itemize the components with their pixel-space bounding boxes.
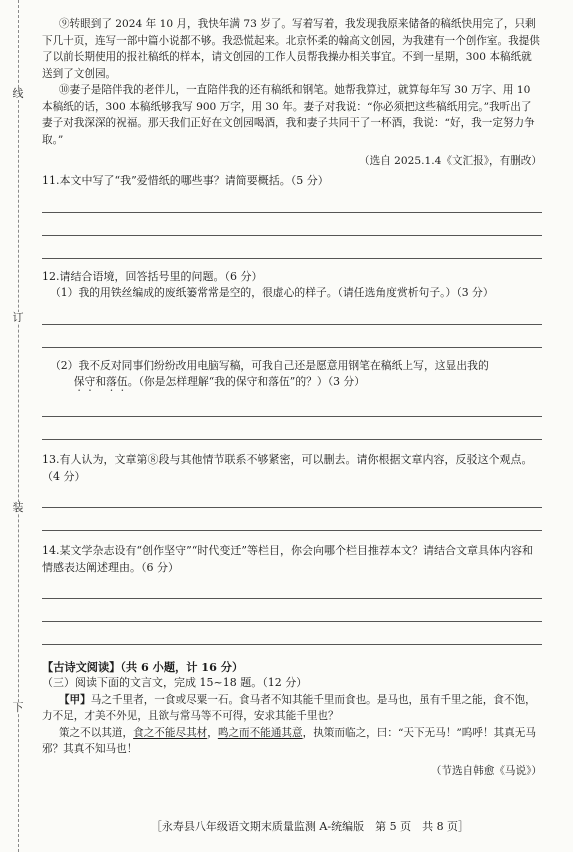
question-12-text: 12.请结合语境，回答括号里的问题。（6 分） (42, 269, 263, 283)
margin-label-staple: 装 (8, 502, 28, 514)
passage-source: （选自 2025.1.4《文汇报》，有删改） (359, 155, 542, 167)
classical-source: （节选自韩愈《马说》） (430, 764, 542, 777)
question-14-text: 14.某文学杂志设有“创作坚守”“时代变迁”等栏目，你会向哪个栏目推荐本文？请结合文章具体内容和情感表达阐述理由。（6 分） (42, 544, 533, 574)
answer-line[interactable] (42, 598, 542, 599)
jia-label: 【甲】 (58, 693, 91, 706)
answer-line[interactable] (42, 258, 542, 259)
question-13 (42, 452, 542, 531)
underlined-phrase-2: 鸣之而不能通其意 (217, 726, 303, 739)
answer-line[interactable] (42, 347, 542, 348)
question-14 (42, 543, 542, 645)
classical-heading: 【古诗文阅读】（共 6 小题，计 16 分） (42, 660, 244, 674)
underlined-phrase-1: 食之不能尽其材 (133, 726, 208, 739)
question-11-text: 11.本文中写了“我”爱惜纸的哪些事？请简要概括。（5 分） (42, 174, 329, 187)
answer-line[interactable] (42, 644, 542, 645)
classical-section (42, 659, 542, 779)
answer-line[interactable] (42, 416, 542, 417)
margin-label-bind: 订 (8, 312, 28, 324)
page-footer: ［永寿县八年级语文期末质量监测 A-统编版 第 5 页 共 8 页］ (150, 820, 470, 833)
question-11 (42, 173, 542, 259)
question-12-1-text: （1）我的用铁丝编成的废纸篓常常是空的，很虚心的样子。（请任选角度赏析句子。）（3 分） (50, 286, 494, 299)
classical-intro: （三）阅读下面的文言文，完成 15~18 题。（12 分） (42, 676, 308, 689)
classical-jia-paragraph-1: 【甲】马之千里者，一食或尽粟一石。食马者不知其能千里而食也。是马也，虽有千里之能，食不饱，力不足，才美不外见，且欲与常马等不可得，安求其能千里也？ (42, 693, 536, 722)
question-12-2-text: （2）我不反对同事们纷纷改用电脑写稿，可我自己还是愿意用钢笔在稿纸上写，这显出我的 保守和落伍。（你是怎样理解“我的保守和落伍”的？）（3 分） (50, 358, 489, 388)
answer-line[interactable] (42, 439, 542, 440)
answer-line[interactable] (42, 621, 542, 622)
passage-paragraph-9: ⑨转眼到了 2024 年 10 月，我快年满 73 岁了。写着写着，我发现我原来储备的稿纸快用完了，只剩下几十页，连写一部中篇小说都不够。我恐慌起来。北京怀柔的翰高文创园，为我建有一个创作室。我提供了以前长期使用的报社稿纸的样本，请文创园的工作人员帮我操办相关事宜。不到一星期，300 本稿纸就送到了文创园。 (42, 18, 540, 80)
answer-line[interactable] (42, 212, 542, 213)
exam-page (42, 16, 542, 779)
emphasis-conservative: 保守 (73, 375, 96, 388)
margin-label-line: 线 (8, 88, 28, 100)
answer-line[interactable] (42, 530, 542, 531)
classical-jia-paragraph-2: 策之不以其道，食之不能尽其材，鸣之而不能通其意，执策而临之，曰：“天下无马！”呜呼！其真无马邪？其真不知马也！ (42, 726, 536, 755)
question-13-text: 13.有人认为，文章第⑧段与其他情节联系不够紧密，可以删去。请你根据文章内容，反驳这个观点。（4 分） (42, 453, 533, 483)
passage-paragraph-10: ⑩妻子是陪伴我的老伴儿，一直陪伴我的还有稿纸和钢笔。她帮我算过，就算每年写 30 万字、用 10 本稿纸的话，300 本稿纸够我写 900 万字，用 30 年。妻子对我说：“你必须把这些稿纸用完。”我听出了妻子对我深深的祝福。那天我们正好在文创园喝酒，我和妻子共同干了一杯酒，我说：“好，我一定努力争取。” (42, 84, 535, 146)
answer-line[interactable] (42, 235, 542, 236)
binding-line (18, 0, 19, 852)
question-12 (42, 269, 542, 441)
answer-line[interactable] (42, 507, 542, 508)
answer-line[interactable] (42, 324, 542, 325)
emphasis-outdated: 落伍 (106, 375, 128, 388)
margin-label-bottom: 下 (8, 702, 28, 714)
